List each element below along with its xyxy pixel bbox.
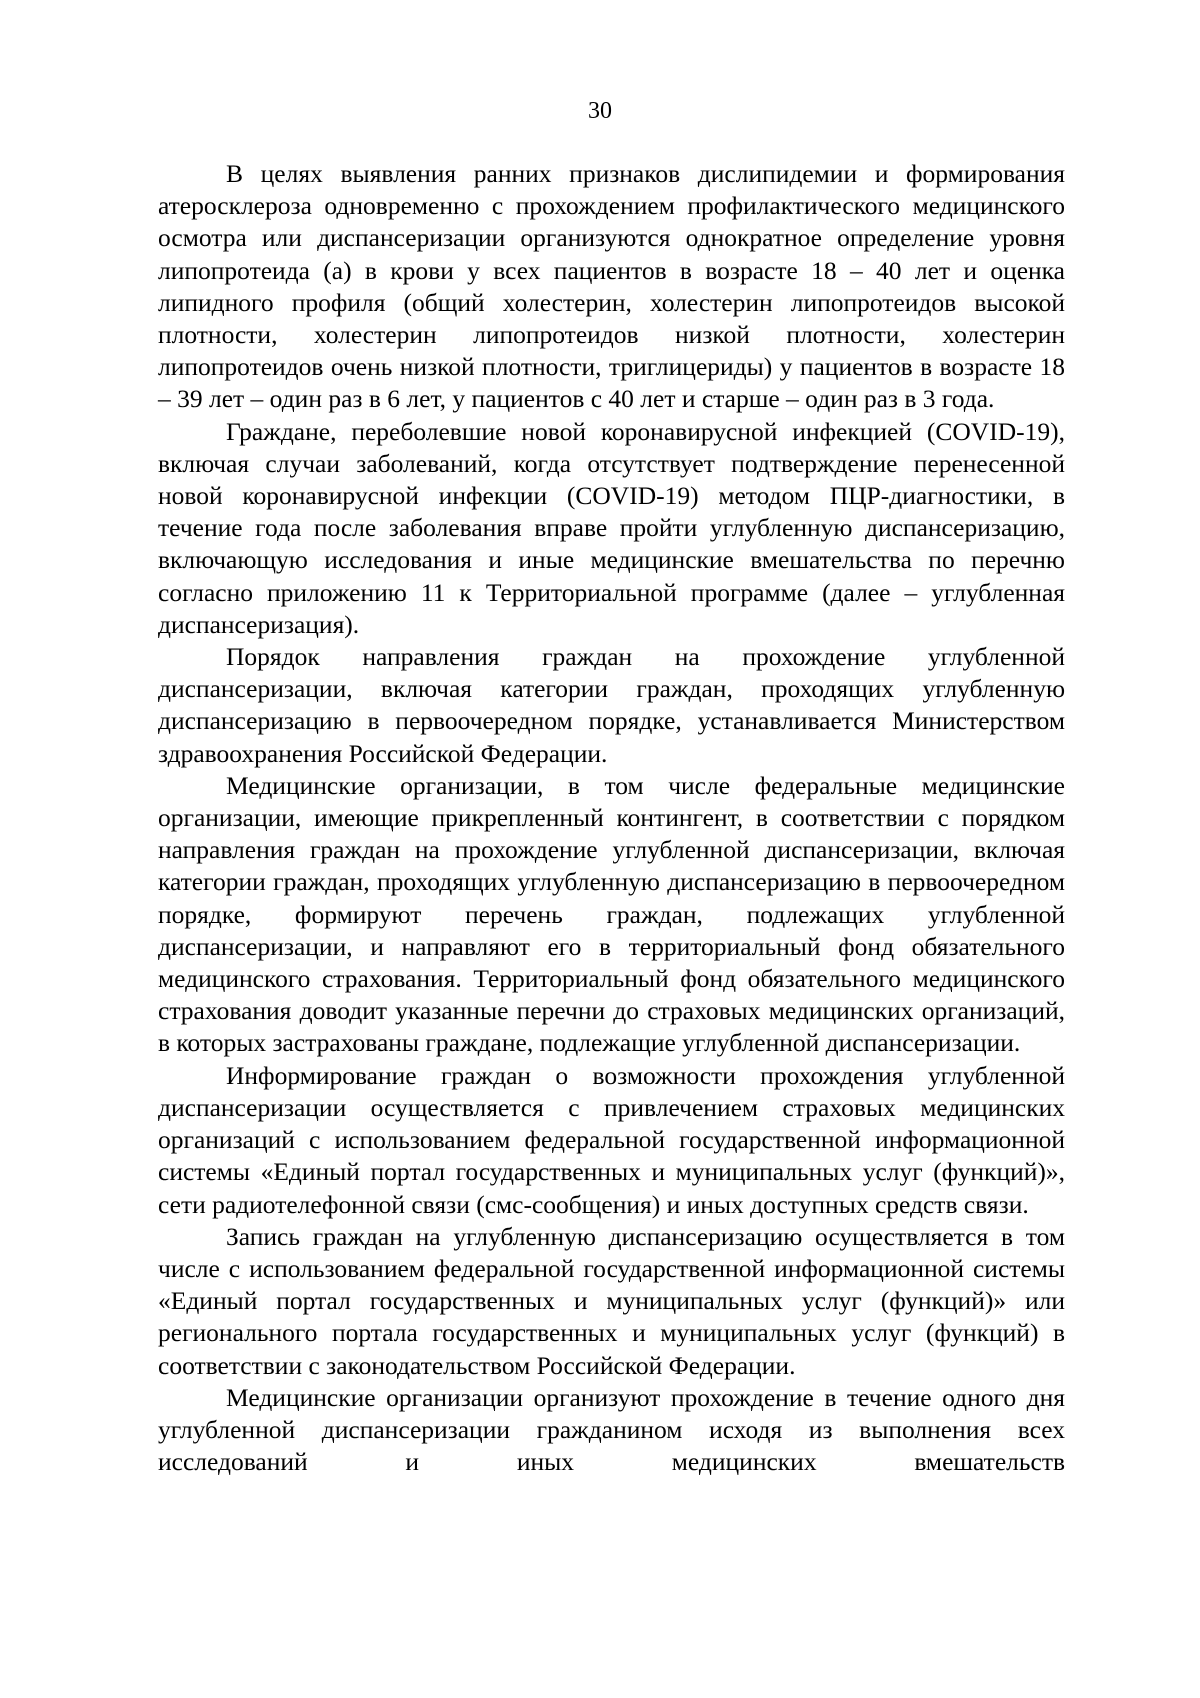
page-number: 30 — [588, 98, 612, 124]
paragraph-medical-organizations-lists: Медицинские организации, в том числе федеральные медицинские организации, имеющие прикрепленный контингент, в соответствии с порядком направления граждан на прохождение углубленной диспансеризации, включая категории граждан, проходящих углубленную диспансеризацию в первоочередном порядке, формируют перечень граждан, подлежащих углубленной диспансеризации, и направляют его в территориальный фонд обязательного медицинского страхования. Территориальный фонд обязательного медицинского страхования доводит указанные перечни до страховых медицинских организаций, в которых застрахованы граждане, подлежащие углубленной диспансеризации. — [158, 770, 1065, 1058]
paragraph-dyslipidemia-screening: В целях выявления ранних признаков дислипидемии и формирования атеросклероза одновременно с прохождением профилактического медицинского осмотра или диспансеризации организуются однократное определение уровня липопротеида (а) в крови у всех пациентов в возрасте 18 – 40 лет и оценка липидного профиля (общий холестерин, холестерин липопротеидов высокой плотности, холестерин липопротеидов низкой плотности, холестерин липопротеидов очень низкой плотности, триглицериды) у пациентов в возрасте 18 – 39 лет – один раз в 6 лет, у пациентов с 40 лет и старше – один раз в 3 года. — [158, 159, 1065, 414]
paragraph-covid-in-depth-dispensarization: Граждане, переболевшие новой коронавирусной инфекцией (COVID-19), включая случаи заболеваний, когда отсутствует подтверждение перенесенной новой коронавирусной инфекции (COVID-19) методом ПЦР-диагностики, в течение года после заболевания вправе пройти углубленную диспансеризацию, включающую исследования и иные медицинские вмешательства по перечню согласно приложению 11 к Территориальной программе (далее – углубленная диспансеризация). — [158, 416, 1065, 639]
paragraph-registration: Запись граждан на углубленную диспансеризацию осуществляется в том числе с использованием федеральной государственной информационной системы «Единый портал государственных и муниципальных услуг (функций)» или регионального портала государственных и муниципальных услуг (функций) в соответствии с законодательством Российской Федерации. — [158, 1221, 1065, 1380]
paragraph-one-day-examination: Медицинские организации организуют прохождение в течение одного дня углубленной диспансеризации гражданином исходя из выполнения всех исследований и иных медицинских вмешательств — [158, 1382, 1065, 1477]
paragraph-referral-procedure: Порядок направления граждан на прохождение углубленной диспансеризации, включая категории граждан, проходящих углубленную диспансеризацию в первоочередном порядке, устанавливается Министерством здравоохранения Российской Федерации. — [158, 642, 1065, 768]
document-body — [158, 158, 1065, 1478]
paragraph-informing-citizens: Информирование граждан о возможности прохождения углубленной диспансеризации осуществляется с привлечением страховых медицинских организаций с использованием федеральной государственной информационной системы «Единый портал государственных и муниципальных услуг (функций)», сети радиотелефонной связи (смс-сообщения) и иных доступных средств связи. — [158, 1060, 1065, 1219]
